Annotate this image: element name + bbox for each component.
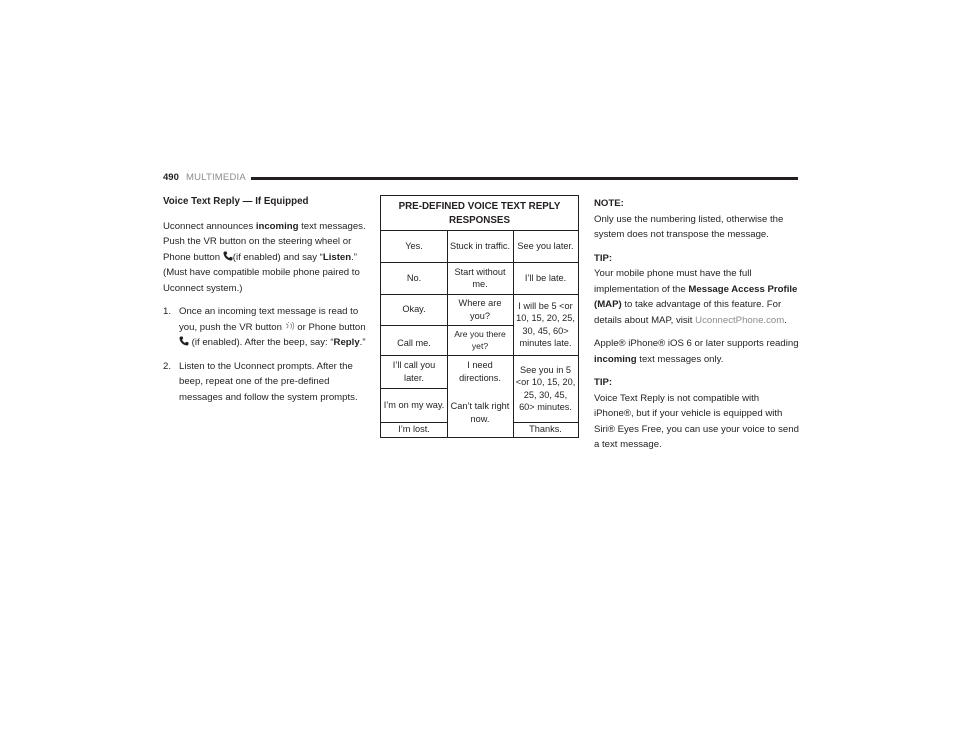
intro-text: (if enabled) and say “ [232,251,323,263]
tip-text: to take advantage of this feature. For details about MAP, visit [594,299,782,326]
table-cell: Where are you? [458,298,502,321]
table-cell: Thanks. [529,424,562,435]
header-rule [251,177,798,180]
section-heading: Voice Text Reply — If Equipped [163,196,309,207]
apple-text: text messages only. [636,353,724,365]
table-cell: I’m on my way. [383,399,445,410]
left-column [163,194,370,413]
step-text: Once an incoming text message is read to you, push the VR button [179,306,359,333]
table-cell: Stuck in traffic. [449,240,511,251]
page-header [163,172,798,186]
step-text: .” [359,337,366,348]
intro-text: .” (Must have compatible mobile phone paired to Uconnect system.) [163,251,360,294]
note-label: NOTE: [594,198,624,209]
table-cell: See you later. [517,240,574,251]
table-cell: I need directions. [459,360,501,383]
table-cell: I’m lost. [398,424,430,435]
step-text: or Phone button [294,321,366,333]
step-text: (if enabled). After the beep, say: “ [189,337,334,348]
table-cell: Call me. [397,337,431,348]
steps-list [163,304,370,405]
tip-label: TIP: [594,252,613,264]
table-cell: I’ll call you later. [392,360,436,383]
tip-label: TIP: [594,377,613,388]
apple-bold-incoming: incoming [594,353,637,365]
tip-block [594,375,800,453]
note-text: Only use the numbering listed, otherwise the system does not transpose the message. [594,213,784,240]
page-number: 490 [163,172,179,183]
tip-block [594,251,800,329]
apple-paragraph [594,336,800,367]
table-cell: Yes. [405,240,423,251]
table-title: PRE-DEFINED VOICE TEXT REPLY RESPONSES [398,201,561,226]
table-cell: Okay. [402,304,426,315]
table-cell: Can’t talk right now. [450,401,510,424]
apple-text: Apple® iPhone® iOS 6 or later supports reading [594,338,799,349]
responses-table [380,195,579,438]
note-block [594,196,800,243]
tip-text: Voice Text Reply is not compatible with iPhone®, but if your vehicle is equipped with Siri® Eyes Free, you can use your voice to send a text message. [594,392,799,450]
step-text: Listen to the Uconnect prompts. After the beep, repeat one of the pre-defined messages and follow the system prompts. [179,360,358,403]
tip-text: . [784,314,787,326]
voice-recognition-icon [285,321,295,331]
table-cell: Start without me. [454,266,506,289]
tip-bold-map: Message Access Profile (MAP) [594,283,798,310]
intro-text: Uconnect announces [163,220,256,232]
step-number: 1. [163,306,172,317]
step-bold-reply: Reply [333,337,360,348]
tip-text: Your mobile phone must have the full implementation of the [594,268,752,295]
list-item [163,359,370,406]
section-title: MULTIMEDIA [186,172,246,183]
intro-bold-incoming: incoming [255,220,299,232]
step-number: 2. [163,360,172,372]
list-item [163,304,370,351]
uconnectphone-link[interactable]: UconnectPhone.com [695,314,785,326]
right-column [594,194,800,461]
phone-icon [223,251,233,261]
table-cell: Are you there yet? [454,328,506,351]
intro-text: text messages. Push the VR button on the steering wheel or Phone button [163,220,366,263]
table-cell: I will be 5 <or 10, 15, 20, 25, 30, 45, 60> minutes late. [516,300,575,348]
table-cell: I’ll be late. [524,272,567,283]
table-cell: See you in 5 <or 10, 15, 20, 25, 30, 45, 60> minutes. [515,364,576,412]
phone-icon [179,336,189,346]
table-cell: No. [406,272,422,283]
intro-bold-listen: Listen [322,251,352,263]
intro-paragraph [163,219,370,297]
